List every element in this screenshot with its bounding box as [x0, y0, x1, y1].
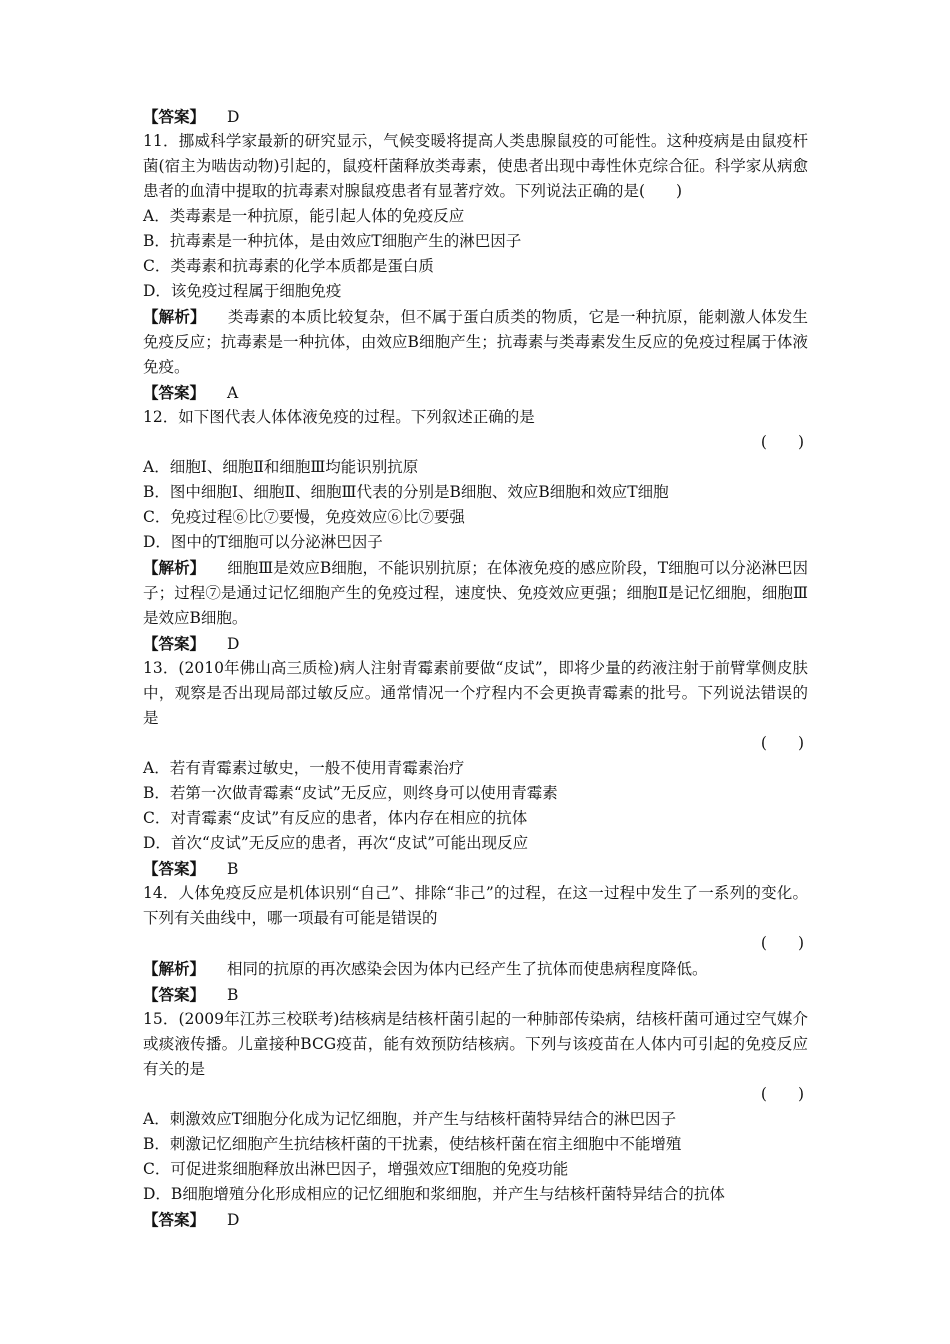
answer-label: 【答案】 — [143, 859, 206, 878]
analysis-paragraph — [143, 304, 808, 380]
answer-option: B．刺激记忆细胞产生抗结核杆菌的干扰素，使结核杆菌在宿主细胞中不能增殖 — [143, 1135, 682, 1153]
question-stem: 15．(2009年江苏三校联考)结核病是结核杆菌引起的一种肺部传染病，结核杆菌可通过空气媒介或痰液传播。儿童接种BCG疫苗，能有效预防结核病。下列与该疫苗在人体内可引起的免疫反应有关的是 — [143, 1010, 808, 1078]
answer-option: D．该免疫过程属于细胞免疫 — [143, 282, 342, 300]
answer-option: A．若有青霉素过敏史，一般不使用青霉素治疗 — [143, 759, 465, 777]
analysis-label: 【解析】 — [143, 959, 206, 978]
question-stem: 12．如下图代表人体体液免疫的过程。下列叙述正确的是 — [143, 408, 535, 426]
answer-value: B — [227, 860, 239, 878]
answer-line — [143, 856, 808, 881]
answer-label: 【答案】 — [143, 985, 206, 1004]
answer-line — [143, 104, 808, 129]
answer-option: D．图中的T细胞可以分泌淋巴因子 — [143, 533, 383, 551]
answer-value: D — [227, 1211, 240, 1229]
answer-value: D — [227, 108, 240, 126]
answer-option: C．类毒素和抗毒素的化学本质都是蛋白质 — [143, 257, 434, 275]
analysis-text: 相同的抗原的再次感染会因为体内已经产生了抗体而使患病程度降低。 — [227, 960, 708, 978]
answer-line — [143, 380, 808, 405]
answer-bracket: ( ) — [760, 934, 804, 952]
answer-line — [143, 1207, 808, 1232]
answer-option: C．对青霉素“皮试”有反应的患者，体内存在相应的抗体 — [143, 809, 528, 827]
answer-value: A — [227, 384, 239, 402]
question-stem: 11．挪威科学家最新的研究显示，气候变暖将提高人类患腺鼠疫的可能性。这种疫病是由鼠疫杆菌(宿主为啮齿动物)引起的，鼠疫杆菌释放类毒素，使患者出现中毒性休克综合征。科学家从病愈患者的血清中提取的抗毒素对腺鼠疫患者有显著疗效。下列说法正确的是( ) — [143, 132, 808, 200]
analysis-text: 类毒素的本质比较复杂，但不属于蛋白质类的物质，它是一种抗原，能刺激人体发生免疫反应；抗毒素是一种抗体，由效应B细胞产生；抗毒素与类毒素发生反应的免疫过程属于体液免疫。 — [143, 308, 808, 376]
answer-value: B — [227, 986, 239, 1004]
answer-label: 【答案】 — [143, 1210, 206, 1229]
answer-option: A．类毒素是一种抗原，能引起人体的免疫反应 — [143, 207, 465, 225]
answer-label: 【答案】 — [143, 383, 206, 402]
answer-option: A．刺激效应T细胞分化成为记忆细胞，并产生与结核杆菌特异结合的淋巴因子 — [143, 1110, 677, 1128]
answer-value: D — [227, 635, 240, 653]
question-stem: 13．(2010年佛山高三质检)病人注射青霉素前要做“皮试”，即将少量的药液注射于前臂掌侧皮肤中，观察是否出现局部过敏反应。通常情况一个疗程内不会更换青霉素的批号。下列说法错误的是 — [143, 659, 808, 727]
answer-line — [143, 982, 808, 1007]
document-page — [143, 104, 808, 1232]
answer-option: D．B细胞增殖分化形成相应的记忆细胞和浆细胞，并产生与结核杆菌特异结合的抗体 — [143, 1185, 725, 1203]
question-stem: 14．人体免疫反应是机体识别“自己”、排除“非己”的过程，在这一过程中发生了一系列的变化。下列有关曲线中，哪一项最有可能是错误的 — [143, 884, 808, 927]
answer-label: 【答案】 — [143, 107, 206, 126]
analysis-paragraph — [143, 956, 808, 982]
answer-option: C．免疫过程⑥比⑦要慢，免疫效应⑥比⑦要强 — [143, 508, 465, 526]
answer-option: B．图中细胞Ⅰ、细胞Ⅱ、细胞Ⅲ代表的分别是B细胞、效应B细胞和效应T细胞 — [143, 483, 669, 501]
answer-option: D．首次“皮试”无反应的患者，再次“皮试”可能出现反应 — [143, 834, 529, 852]
answer-bracket: ( ) — [760, 1085, 804, 1103]
answer-bracket: ( ) — [760, 734, 804, 752]
answer-option: B．抗毒素是一种抗体，是由效应T细胞产生的淋巴因子 — [143, 232, 522, 250]
answer-bracket: ( ) — [760, 433, 804, 451]
analysis-paragraph — [143, 555, 808, 631]
answer-label: 【答案】 — [143, 634, 206, 653]
answer-option: A．细胞Ⅰ、细胞Ⅱ和细胞Ⅲ均能识别抗原 — [143, 458, 419, 476]
analysis-label: 【解析】 — [143, 558, 206, 577]
answer-option: B．若第一次做青霉素“皮试”无反应，则终身可以使用青霉素 — [143, 784, 558, 802]
analysis-label: 【解析】 — [143, 307, 206, 326]
answer-line — [143, 631, 808, 656]
analysis-text: 细胞Ⅲ是效应B细胞，不能识别抗原；在体液免疫的感应阶段，T细胞可以分泌淋巴因子；过程⑦是通过记忆细胞产生的免疫过程，速度快、免疫效应更强；细胞Ⅱ是记忆细胞，细胞Ⅲ是效应B细胞。 — [143, 559, 808, 627]
answer-option: C．可促进浆细胞释放出淋巴因子，增强效应T细胞的免疫功能 — [143, 1160, 569, 1178]
